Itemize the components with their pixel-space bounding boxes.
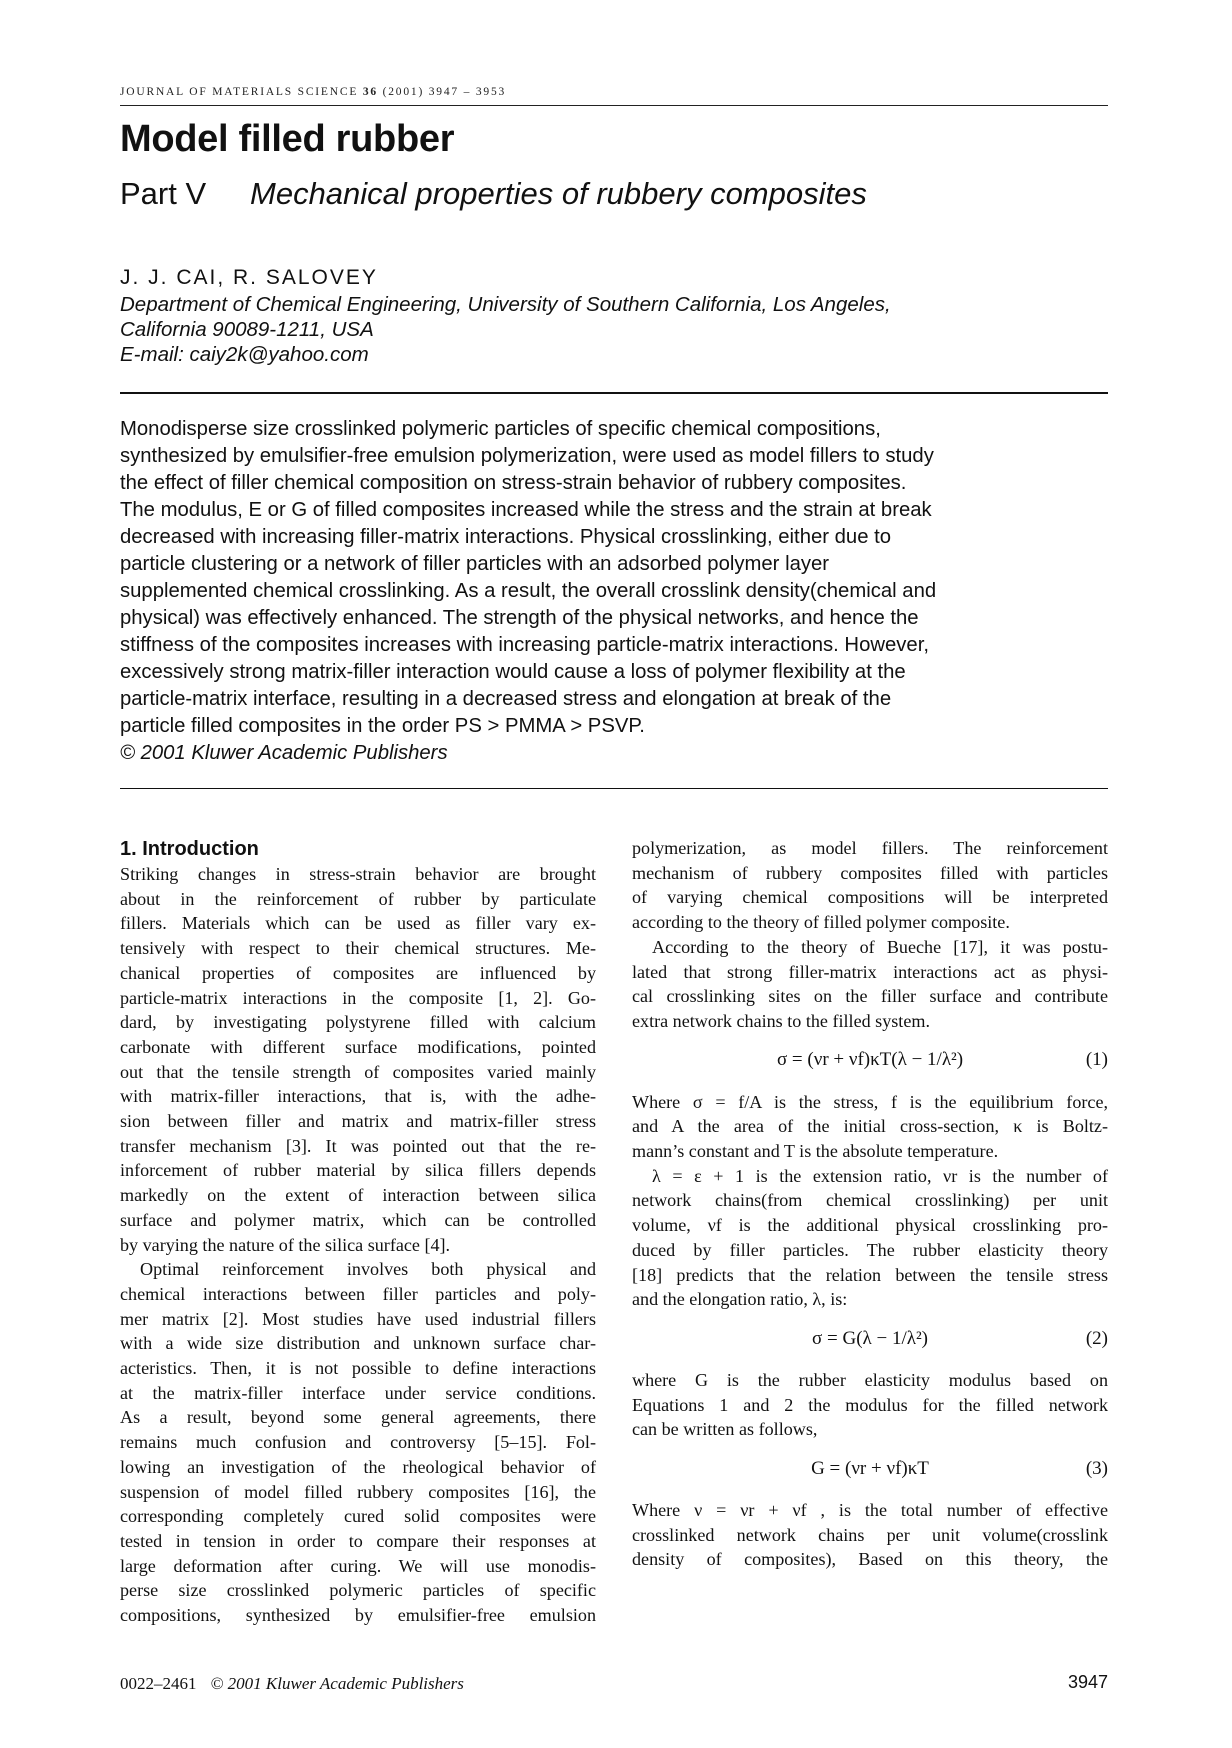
footer-issn-copyright	[120, 1674, 464, 1694]
text-line: Optimal reinforcement involves both physical and	[140, 1259, 596, 1280]
text-line: fillers. Materials which can be used as filler vary ex-	[120, 913, 596, 934]
text-line: carbonate with different surface modifications, pointed	[120, 1036, 596, 1057]
text-line: tested in tension in order to compare their responses at	[120, 1530, 596, 1551]
text-line: Equations 1 and 2 the modulus for the filled network	[632, 1394, 1108, 1415]
header-rule	[120, 105, 1108, 106]
abstract-line: particle-matrix interface, resulting in a decreased stress and elongation at break of the	[120, 688, 892, 710]
abstract-line: excessively strong matrix-filler interaction would cause a loss of polymer flexibility at the	[120, 661, 906, 683]
subtitle-topic: Mechanical properties of rubbery composites	[250, 176, 867, 211]
abstract-line: supplemented chemical crosslinking. As a result, the overall crosslink density(chemical and	[120, 580, 937, 602]
abstract	[120, 416, 1108, 767]
text-line: of varying chemical compositions will be interpreted	[632, 887, 1108, 908]
text-line: tensively with respect to their chemical structures. Me-	[120, 938, 596, 959]
footer-copyright: © 2001 Kluwer Academic Publishers	[210, 1674, 464, 1693]
text-line: acteristics. Then, it is not possible to define interactions	[120, 1358, 596, 1379]
abstract-copyright: © 2001 Kluwer Academic Publishers	[120, 742, 448, 764]
article-title: Model filled rubber	[120, 118, 455, 160]
text-line: lated that strong filler-matrix interactions act as physi-	[632, 961, 1108, 982]
text-line: at the matrix-filler interface under service conditions.	[120, 1382, 596, 1403]
text-line: remains much confusion and controversy [5–15]. Fol-	[120, 1432, 596, 1453]
text-line: Striking changes in stress-strain behavior are brought	[120, 864, 596, 884]
text-line: mann’s constant and T is the absolute temperature.	[632, 1141, 999, 1162]
abstract-line: particle clustering or a network of filler particles with an adsorbed polymer layer	[120, 553, 830, 575]
equation-2	[632, 1326, 1108, 1352]
running-head	[120, 86, 1108, 98]
affiliation	[120, 292, 891, 367]
text-line: sion between filler and matrix and matrix-filler stress	[120, 1111, 596, 1132]
abstract-line: particle filled composites in the order PS > PMMA > PSVP.	[120, 715, 645, 737]
right-column	[632, 836, 1108, 1572]
text-line: surface and polymer matrix, which can be controlled	[120, 1209, 596, 1230]
abstract-line: physical) was effectively enhanced. The strength of the physical networks, and hence the	[120, 607, 919, 629]
equation-number: (3)	[1085, 1457, 1108, 1479]
text-line: polymerization, as model fillers. The reinforcement	[632, 838, 1108, 858]
text-line: density of composites), Based on this theory, the	[632, 1549, 1108, 1570]
paragraph	[120, 1257, 596, 1628]
text-line: markedly on the extent of interaction between silica	[120, 1185, 596, 1206]
subtitle-part: Part V	[120, 176, 207, 211]
text-line: chanical properties of composites are influenced by	[120, 962, 596, 983]
author-email: E-mail: caiy2k@yahoo.com	[120, 343, 369, 366]
text-line: extra network chains to the filled system.	[632, 1010, 930, 1031]
journal-year-pages: (2001) 3947 – 3953	[382, 86, 507, 98]
text-line: particle-matrix interactions in the composite [1, 2]. Go-	[120, 987, 596, 1008]
left-column	[120, 836, 596, 1628]
paragraph	[632, 1164, 1108, 1312]
text-line: mer matrix [2]. Most studies have used industrial fillers	[120, 1308, 596, 1329]
abstract-top-rule	[120, 392, 1108, 394]
equation-formula: G = (νr + νf)κT	[811, 1457, 929, 1479]
paragraph	[632, 1090, 1108, 1164]
page-number: 3947	[1067, 1672, 1108, 1692]
text-line: As a result, beyond some general agreements, there	[120, 1407, 596, 1428]
paragraph	[632, 935, 1108, 1034]
text-line: crosslinked network chains per unit volume(crosslink	[632, 1524, 1108, 1545]
abstract-line: the effect of filler chemical composition on stress-strain behavior of rubbery composites.	[120, 472, 907, 494]
equation-number: (2)	[1085, 1327, 1108, 1349]
text-line: where G is the rubber elasticity modulus based on	[632, 1369, 1108, 1390]
paragraph	[632, 836, 1108, 935]
text-line: and A the area of the initial cross-section, κ is Boltz-	[632, 1116, 1108, 1137]
text-line: according to the theory of filled polymer composite.	[632, 912, 1010, 933]
affiliation-line: Department of Chemical Engineering, University of Southern California, Los Angeles,	[120, 293, 891, 316]
footer-issn: 0022–2461	[120, 1674, 197, 1693]
text-line: transfer mechanism [3]. It was pointed out that the re-	[120, 1135, 596, 1156]
text-line: Where ν = νr + νf , is the total number of effective	[632, 1500, 1108, 1521]
text-line: network chains(from chemical crosslinking) per unit	[632, 1190, 1108, 1211]
text-line: corresponding completely cured solid composites were	[120, 1506, 596, 1527]
text-line: compositions, synthesized by emulsifier-free emulsion	[120, 1605, 596, 1626]
affiliation-line: California 90089-1211, USA	[120, 318, 374, 341]
section-heading: 1. Introduction	[120, 838, 259, 860]
equation-formula: σ = G(λ − 1/λ²)	[812, 1327, 928, 1349]
equation-formula: σ = (νr + νf)κT(λ − 1/λ²)	[776, 1049, 964, 1071]
text-line: can be written as follows,	[632, 1419, 818, 1440]
text-line: inforcement of rubber material by silica fillers depends	[120, 1160, 596, 1181]
text-line: with matrix-filler interactions, that is, with the adhe-	[120, 1086, 596, 1107]
text-line: cal crosslinking sites on the filler surface and contribute	[632, 986, 1108, 1007]
text-line: According to the theory of Bueche [17], it was postu-	[652, 936, 1108, 957]
text-line: mechanism of rubbery composites filled with particles	[632, 862, 1108, 883]
text-line: suspension of model filled rubbery composites [16], the	[120, 1481, 596, 1502]
text-line: dard, by investigating polystyrene filled with calcium	[120, 1012, 596, 1033]
text-line: about in the reinforcement of rubber by particulate	[120, 888, 596, 909]
text-line: duced by filler particles. The rubber elasticity theory	[632, 1239, 1108, 1260]
article-subtitle	[120, 176, 867, 212]
text-line: Where σ = f/A is the stress, f is the equilibrium force,	[632, 1091, 1108, 1112]
text-line: by varying the nature of the silica surface [4].	[120, 1234, 451, 1255]
journal-name: JOURNAL OF MATERIALS SCIENCE	[120, 86, 359, 98]
abstract-line: synthesized by emulsifier-free emulsion polymerization, were used as model fillers to study	[120, 445, 934, 467]
equation-1	[632, 1048, 1108, 1074]
text-line: large deformation after curing. We will use monodis-	[120, 1555, 596, 1576]
text-line: perse size crosslinked polymeric particles of specific	[120, 1580, 596, 1601]
paragraph	[632, 1368, 1108, 1442]
abstract-line: Monodisperse size crosslinked polymeric particles of specific chemical compositions,	[120, 418, 881, 440]
equation-number: (1)	[1085, 1049, 1108, 1071]
text-line: with a wide size distribution and unknown surface char-	[120, 1333, 596, 1354]
author-list: J. J. CAI, R. SALOVEY	[120, 266, 378, 289]
paragraph	[120, 862, 596, 1257]
paragraph	[632, 1498, 1108, 1572]
text-line: [18] predicts that the relation between the tensile stress	[632, 1264, 1108, 1285]
equation-3	[632, 1456, 1108, 1482]
text-line: and the elongation ratio, λ, is:	[632, 1289, 848, 1310]
abstract-bottom-rule	[120, 788, 1108, 789]
text-line: λ = ε + 1 is the extension ratio, νr is the number of	[652, 1165, 1108, 1186]
abstract-line: stiffness of the composites increases with increasing particle-matrix interactions. However,	[120, 634, 929, 656]
text-line: out that the tensile strength of composites varied mainly	[120, 1061, 596, 1082]
abstract-line: The modulus, E or G of filled composites increased while the stress and the strain at break	[120, 499, 932, 521]
text-line: chemical interactions between filler particles and poly-	[120, 1283, 596, 1304]
abstract-line: decreased with increasing filler-matrix interactions. Physical crosslinking, either due to	[120, 526, 892, 548]
journal-volume: 36	[362, 86, 378, 98]
text-line: volume, νf is the additional physical crosslinking pro-	[632, 1215, 1108, 1236]
text-line: lowing an investigation of the rheological behavior of	[120, 1456, 596, 1477]
